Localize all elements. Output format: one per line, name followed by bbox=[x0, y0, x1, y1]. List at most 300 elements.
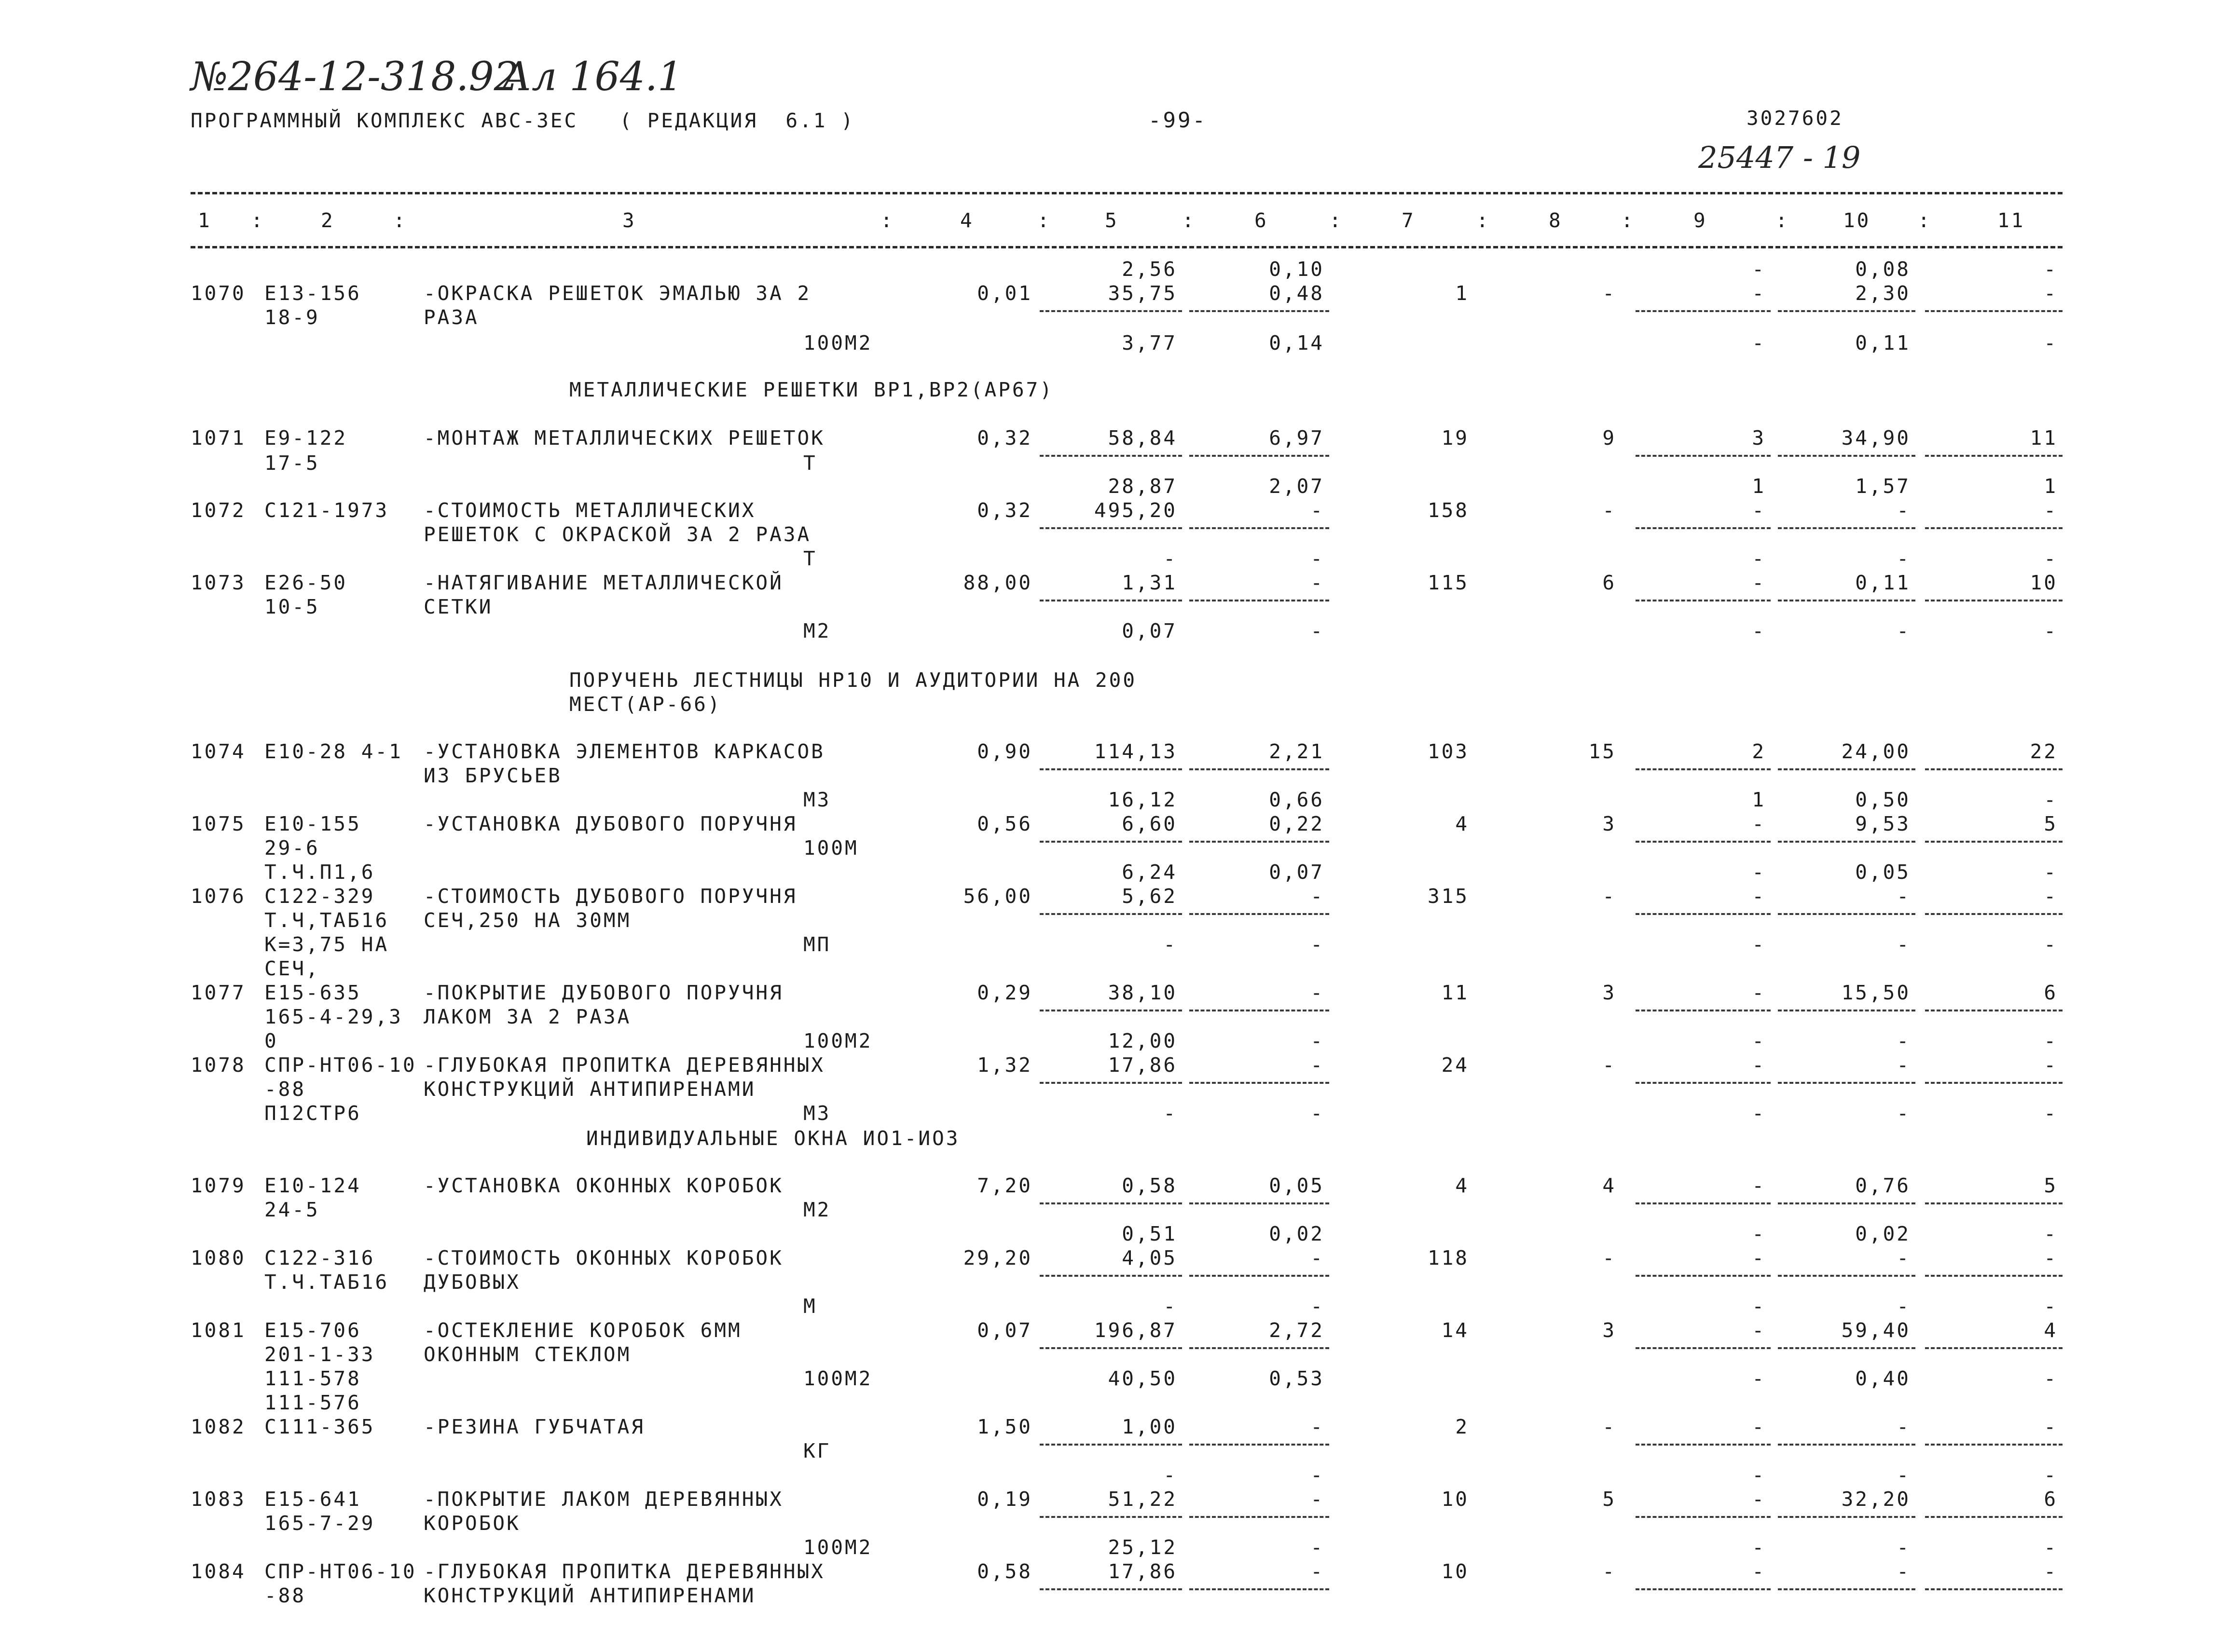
cell-c5: 35,75 bbox=[1108, 282, 1177, 305]
cell-unit: Т bbox=[803, 547, 817, 570]
cell-c4: 56,00 bbox=[963, 885, 1032, 908]
cell-c9: 1 bbox=[1752, 788, 1766, 811]
handwritten-album-ref: Ал 164.1 bbox=[502, 54, 683, 100]
cell-unit: КГ bbox=[803, 1439, 831, 1462]
cell-c10: 0,40 bbox=[1855, 1367, 1911, 1390]
cell-c7: 24 bbox=[1441, 1053, 1469, 1077]
cell-c3: -РЕЗИНА ГУБЧАТАЯ bbox=[424, 1415, 645, 1438]
cell-c9: 3 bbox=[1752, 426, 1766, 450]
cell-c8: - bbox=[1602, 499, 1616, 522]
cell-c9: - bbox=[1752, 1053, 1766, 1077]
value-divider bbox=[1778, 455, 1915, 457]
cell-c10: - bbox=[1897, 933, 1911, 956]
cell-c9: - bbox=[1752, 1367, 1766, 1390]
cell-c1: 1081 bbox=[191, 1319, 246, 1342]
cell-c8: 9 bbox=[1602, 426, 1616, 450]
cell-c6: - bbox=[1310, 499, 1324, 522]
column-separator: : bbox=[393, 209, 407, 232]
value-divider bbox=[1189, 455, 1329, 457]
cell-c6: - bbox=[1310, 1488, 1324, 1511]
cell-c6: - bbox=[1310, 1053, 1324, 1077]
cell-c10: 32,20 bbox=[1841, 1488, 1911, 1511]
section-heading-grilles: МЕТАЛЛИЧЕСКИЕ РЕШЕТКИ ВР1,ВР2(АР67) bbox=[569, 378, 1054, 401]
document-number: 3027602 bbox=[1747, 107, 1843, 130]
cell-c3: -УСТАНОВКА ОКОННЫХ КОРОБОК bbox=[424, 1174, 784, 1197]
cell-c6: - bbox=[1310, 981, 1324, 1004]
cell-c9: - bbox=[1752, 1536, 1766, 1559]
cell-c2: -88 bbox=[264, 1078, 306, 1101]
cell-c5: 58,84 bbox=[1108, 426, 1177, 450]
handwritten-page-ref: 25447 - 19 bbox=[1698, 140, 1861, 175]
header-rule bbox=[191, 246, 2063, 248]
cell-c9: - bbox=[1752, 1415, 1766, 1438]
value-divider bbox=[1925, 455, 2063, 457]
cell-c9: - bbox=[1752, 1560, 1766, 1583]
cell-c1: 1070 bbox=[191, 282, 246, 305]
value-divider bbox=[1040, 1347, 1182, 1349]
cell-c2: 201-1-33 bbox=[264, 1343, 375, 1366]
cell-c4: 0,19 bbox=[977, 1488, 1032, 1511]
cell-c5: 1,00 bbox=[1122, 1415, 1177, 1438]
cell-unit: МП bbox=[803, 933, 831, 956]
value-divider bbox=[1925, 1516, 2063, 1518]
cell-unit: М3 bbox=[803, 1102, 831, 1125]
value-divider bbox=[1925, 1082, 2063, 1084]
cell-c9: - bbox=[1752, 812, 1766, 835]
cell-c10: - bbox=[1897, 885, 1911, 908]
cell-c8: 6 bbox=[1602, 571, 1616, 594]
cell-c2: 0 bbox=[264, 1029, 278, 1052]
cell-c8: 5 bbox=[1602, 1488, 1616, 1511]
cell-c10: - bbox=[1897, 547, 1911, 570]
value-divider bbox=[1925, 310, 2063, 312]
section-heading-handrail-2: МЕСТ(АР-66) bbox=[569, 693, 722, 716]
value-divider bbox=[1189, 1202, 1329, 1204]
cell-c4: 29,20 bbox=[963, 1246, 1032, 1270]
cell-c5: 0,07 bbox=[1122, 619, 1177, 642]
cell-c1: 1083 bbox=[191, 1488, 246, 1511]
column-header-5: 5 bbox=[1105, 209, 1119, 232]
cell-c1: 1072 bbox=[191, 499, 246, 522]
value-divider bbox=[1925, 527, 2063, 529]
cell-c2: С111-365 bbox=[264, 1415, 375, 1438]
cell-c10: 2,30 bbox=[1855, 282, 1911, 305]
cell-c3: КОНСТРУКЦИЙ АНТИПИРЕНАМИ bbox=[424, 1584, 756, 1607]
value-divider bbox=[1925, 600, 2063, 601]
cell-c2: С122-329 bbox=[264, 885, 375, 908]
column-header-1: 1 bbox=[198, 209, 212, 232]
cell-c2: Е10-28 4-1 bbox=[264, 740, 403, 763]
cell-c8: - bbox=[1602, 885, 1616, 908]
column-separator: : bbox=[1329, 209, 1343, 232]
cell-c3: -ГЛУБОКАЯ ПРОПИТКА ДЕРЕВЯННЫХ bbox=[424, 1560, 825, 1583]
cell-c10: 0,76 bbox=[1855, 1174, 1911, 1197]
cell-c11: - bbox=[2044, 619, 2058, 642]
cell-c11: - bbox=[2044, 282, 2058, 305]
cell-c8: 3 bbox=[1602, 812, 1616, 835]
cell-c5: 51,22 bbox=[1108, 1488, 1177, 1511]
cell-c5: 6,60 bbox=[1122, 812, 1177, 835]
cell-c7: 158 bbox=[1427, 499, 1469, 522]
cell-c8: 15 bbox=[1588, 740, 1616, 763]
cell-c10: - bbox=[1897, 1560, 1911, 1583]
cell-c11: - bbox=[2044, 1367, 2058, 1390]
cell-c1: 1074 bbox=[191, 740, 246, 763]
cell-c11: - bbox=[2044, 933, 2058, 956]
cell-c9: 2 bbox=[1752, 740, 1766, 763]
value-divider bbox=[1778, 913, 1915, 915]
cell-c10: - bbox=[1897, 619, 1911, 642]
cell-c10: 1,57 bbox=[1855, 475, 1911, 498]
cell-c4: 1,32 bbox=[977, 1053, 1032, 1077]
cell-c11: 22 bbox=[2030, 740, 2058, 763]
value-divider bbox=[1040, 1444, 1182, 1446]
cell-c6: 0,10 bbox=[1269, 258, 1324, 281]
cell-c5: 4,05 bbox=[1122, 1246, 1177, 1270]
cell-c1: 1084 bbox=[191, 1560, 246, 1583]
cell-c4: 0,56 bbox=[977, 812, 1032, 835]
cell-c11: - bbox=[2044, 331, 2058, 355]
cell-c3: -ГЛУБОКАЯ ПРОПИТКА ДЕРЕВЯННЫХ bbox=[424, 1053, 825, 1077]
cell-c10: - bbox=[1897, 1536, 1911, 1559]
cell-c11: 11 bbox=[2030, 426, 2058, 450]
cell-c6: 0,02 bbox=[1269, 1222, 1324, 1245]
cell-c9: - bbox=[1752, 1295, 1766, 1318]
cell-c11: - bbox=[2044, 1102, 2058, 1125]
cell-c7: 14 bbox=[1441, 1319, 1469, 1342]
cell-c10: 0,05 bbox=[1855, 860, 1911, 884]
value-divider bbox=[1040, 913, 1182, 915]
cell-c7: 315 bbox=[1427, 885, 1469, 908]
cell-c2: 111-578 bbox=[264, 1367, 361, 1390]
column-separator: : bbox=[1476, 209, 1490, 232]
cell-c2: Е9-122 bbox=[264, 426, 348, 450]
column-separator: : bbox=[1182, 209, 1196, 232]
column-separator: : bbox=[1918, 209, 1932, 232]
cell-c3: РАЗА bbox=[424, 306, 479, 329]
cell-c3: -УСТАНОВКА ДУБОВОГО ПОРУЧНЯ bbox=[424, 812, 798, 835]
cell-c7: 4 bbox=[1455, 1174, 1469, 1197]
cell-c6: - bbox=[1310, 571, 1324, 594]
cell-c5: - bbox=[1163, 1463, 1177, 1487]
cell-c4: 1,50 bbox=[977, 1415, 1032, 1438]
cell-c7: 4 bbox=[1455, 812, 1469, 835]
value-divider bbox=[1636, 1202, 1771, 1204]
cell-c9: - bbox=[1752, 1246, 1766, 1270]
cell-c2: Т.Ч,ТАБ16 bbox=[264, 909, 389, 932]
cell-c5: 495,20 bbox=[1094, 499, 1177, 522]
cell-c3: -УСТАНОВКА ЭЛЕМЕНТОВ КАРКАСОВ bbox=[424, 740, 825, 763]
cell-c6: - bbox=[1310, 1029, 1324, 1052]
cell-c10: - bbox=[1897, 1463, 1911, 1487]
cell-c10: 0,08 bbox=[1855, 258, 1911, 281]
column-separator: : bbox=[1621, 209, 1635, 232]
cell-unit: Т bbox=[803, 451, 817, 475]
value-divider bbox=[1040, 768, 1182, 770]
cell-c9: - bbox=[1752, 282, 1766, 305]
cell-c7: 115 bbox=[1427, 571, 1469, 594]
cell-c6: - bbox=[1310, 1102, 1324, 1125]
cell-c10: - bbox=[1897, 1102, 1911, 1125]
column-header-8: 8 bbox=[1549, 209, 1563, 232]
cell-c1: 1073 bbox=[191, 571, 246, 594]
cell-c6: 2,07 bbox=[1269, 475, 1324, 498]
cell-c9: - bbox=[1752, 860, 1766, 884]
column-header-10: 10 bbox=[1843, 209, 1871, 232]
cell-c11: 5 bbox=[2044, 812, 2058, 835]
cell-c2: Е15-635 bbox=[264, 981, 361, 1004]
cell-c2: Е26-50 bbox=[264, 571, 348, 594]
cell-c6: - bbox=[1310, 933, 1324, 956]
value-divider bbox=[1189, 1347, 1329, 1349]
column-header-11: 11 bbox=[1997, 209, 2025, 232]
cell-c2: Е13-156 bbox=[264, 282, 361, 305]
cell-c11: - bbox=[2044, 1560, 2058, 1583]
value-divider bbox=[1040, 1275, 1182, 1277]
cell-c6: - bbox=[1310, 885, 1324, 908]
cell-c10: 9,53 bbox=[1855, 812, 1911, 835]
value-divider bbox=[1778, 1347, 1915, 1349]
cell-c8: 4 bbox=[1602, 1174, 1616, 1197]
cell-c3: -ОКРАСКА РЕШЕТОК ЭМАЛЬЮ ЗА 2 bbox=[424, 282, 811, 305]
column-header-3: 3 bbox=[622, 209, 636, 232]
cell-c2: СПР-НТ06-10 bbox=[264, 1053, 417, 1077]
value-divider bbox=[1778, 1444, 1915, 1446]
cell-c6: 2,21 bbox=[1269, 740, 1324, 763]
section-heading-windows: ИНДИВИДУАЛЬНЫЕ ОКНА ИО1-ИО3 bbox=[586, 1127, 960, 1150]
column-header-6: 6 bbox=[1254, 209, 1268, 232]
cell-c2: 111-576 bbox=[264, 1391, 361, 1414]
cell-c6: - bbox=[1310, 1463, 1324, 1487]
cell-c3: РЕШЕТОК С ОКРАСКОЙ ЗА 2 РАЗА bbox=[424, 523, 811, 546]
cell-c10: - bbox=[1897, 499, 1911, 522]
value-divider bbox=[1189, 310, 1329, 312]
value-divider bbox=[1925, 913, 2063, 915]
program-title: ПРОГРАММНЫЙ КОМПЛЕКС АВС-ЗЕС ( РЕДАКЦИЯ 6.1 ) bbox=[191, 109, 855, 132]
cell-c7: 103 bbox=[1427, 740, 1469, 763]
value-divider bbox=[1040, 600, 1182, 601]
cell-c6: 0,14 bbox=[1269, 331, 1324, 355]
cell-unit: М2 bbox=[803, 1198, 831, 1221]
cell-c2: Е15-641 bbox=[264, 1488, 361, 1511]
cell-c3: -СТОИМОСТЬ МЕТАЛЛИЧЕСКИХ bbox=[424, 499, 756, 522]
value-divider bbox=[1189, 841, 1329, 843]
cell-c3: -СТОИМОСТЬ ДУБОВОГО ПОРУЧНЯ bbox=[424, 885, 798, 908]
value-divider bbox=[1778, 1082, 1915, 1084]
value-divider bbox=[1040, 455, 1182, 457]
cell-c4: 7,20 bbox=[977, 1174, 1032, 1197]
cell-c4: 0,01 bbox=[977, 282, 1032, 305]
cell-c7: 10 bbox=[1441, 1488, 1469, 1511]
cell-c3: -ПОКРЫТИЕ ДУБОВОГО ПОРУЧНЯ bbox=[424, 981, 784, 1004]
cell-c1: 1082 bbox=[191, 1415, 246, 1438]
page-number: -99- bbox=[1148, 108, 1207, 133]
cell-unit: М3 bbox=[803, 788, 831, 811]
column-separator: : bbox=[880, 209, 894, 232]
cell-c6: - bbox=[1310, 1295, 1324, 1318]
value-divider bbox=[1778, 1588, 1915, 1590]
cell-c10: - bbox=[1897, 1295, 1911, 1318]
cell-c5: 2,56 bbox=[1122, 258, 1177, 281]
cell-c6: 0,05 bbox=[1269, 1174, 1324, 1197]
value-divider bbox=[1040, 1202, 1182, 1204]
cell-c10: 0,11 bbox=[1855, 331, 1911, 355]
cell-c9: - bbox=[1752, 1222, 1766, 1245]
value-divider bbox=[1040, 841, 1182, 843]
cell-c2: -88 bbox=[264, 1584, 306, 1607]
cell-c5: 12,00 bbox=[1108, 1029, 1177, 1052]
cell-c4: 88,00 bbox=[963, 571, 1032, 594]
cell-c9: - bbox=[1752, 258, 1766, 281]
cell-c11: 10 bbox=[2030, 571, 2058, 594]
cell-c8: 3 bbox=[1602, 981, 1616, 1004]
cell-c8: - bbox=[1602, 282, 1616, 305]
cell-c9: - bbox=[1752, 1319, 1766, 1342]
cell-c3: СЕТКИ bbox=[424, 595, 493, 618]
cell-unit: М2 bbox=[803, 619, 831, 642]
top-rule bbox=[191, 192, 2063, 194]
cell-c9: - bbox=[1752, 1463, 1766, 1487]
column-separator: : bbox=[1037, 209, 1051, 232]
cell-c11: - bbox=[2044, 1536, 2058, 1559]
cell-c7: 19 bbox=[1441, 426, 1469, 450]
cell-c1: 1080 bbox=[191, 1246, 246, 1270]
column-header-9: 9 bbox=[1693, 209, 1707, 232]
cell-c11: - bbox=[2044, 258, 2058, 281]
handwritten-doc-number: №264-12-318.92 bbox=[191, 54, 519, 100]
cell-c3: КОРОБОК bbox=[424, 1512, 521, 1535]
cell-c5: 0,58 bbox=[1122, 1174, 1177, 1197]
value-divider bbox=[1189, 1516, 1329, 1518]
column-header-4: 4 bbox=[960, 209, 974, 232]
cell-unit: 100М2 bbox=[803, 331, 873, 355]
cell-c6: 0,07 bbox=[1269, 860, 1324, 884]
cell-c2: П12СТР6 bbox=[264, 1102, 361, 1125]
cell-c11: 4 bbox=[2044, 1319, 2058, 1342]
value-divider bbox=[1636, 1444, 1771, 1446]
cell-c3: -СТОИМОСТЬ ОКОННЫХ КОРОБОК bbox=[424, 1246, 784, 1270]
cell-c5: - bbox=[1163, 1102, 1177, 1125]
value-divider bbox=[1636, 1010, 1771, 1011]
cell-c5: 1,31 bbox=[1122, 571, 1177, 594]
cell-c5: - bbox=[1163, 933, 1177, 956]
cell-c2: СЕЧ, bbox=[264, 957, 320, 980]
cell-c2: С122-316 bbox=[264, 1246, 375, 1270]
value-divider bbox=[1778, 1010, 1915, 1011]
value-divider bbox=[1636, 1082, 1771, 1084]
cell-c6: 0,48 bbox=[1269, 282, 1324, 305]
cell-c3: КОНСТРУКЦИЙ АНТИПИРЕНАМИ bbox=[424, 1078, 756, 1101]
cell-c5: 38,10 bbox=[1108, 981, 1177, 1004]
cell-c1: 1079 bbox=[191, 1174, 246, 1197]
cell-c9: - bbox=[1752, 1102, 1766, 1125]
cell-c11: - bbox=[2044, 499, 2058, 522]
cell-c2: Т.Ч.ТАБ16 bbox=[264, 1270, 389, 1294]
cell-c6: - bbox=[1310, 1415, 1324, 1438]
value-divider bbox=[1636, 913, 1771, 915]
value-divider bbox=[1778, 768, 1915, 770]
cell-c11: - bbox=[2044, 1029, 2058, 1052]
cell-c2: Е10-124 bbox=[264, 1174, 361, 1197]
cell-c5: 28,87 bbox=[1108, 475, 1177, 498]
cell-c3: ДУБОВЫХ bbox=[424, 1270, 521, 1294]
cell-c2: 165-7-29 bbox=[264, 1512, 375, 1535]
value-divider bbox=[1636, 1275, 1771, 1277]
cell-c6: - bbox=[1310, 547, 1324, 570]
cell-c5: 114,13 bbox=[1094, 740, 1177, 763]
cell-c5: 17,86 bbox=[1108, 1560, 1177, 1583]
cell-c1: 1076 bbox=[191, 885, 246, 908]
cell-c6: - bbox=[1310, 619, 1324, 642]
cell-c9: - bbox=[1752, 619, 1766, 642]
cell-c9: - bbox=[1752, 1174, 1766, 1197]
cell-c9: - bbox=[1752, 1488, 1766, 1511]
cell-c4: 0,07 bbox=[977, 1319, 1032, 1342]
cell-c6: 6,97 bbox=[1269, 426, 1324, 450]
cell-c7: 2 bbox=[1455, 1415, 1469, 1438]
cell-c6: - bbox=[1310, 1536, 1324, 1559]
cell-c2: 24-5 bbox=[264, 1198, 320, 1221]
cell-c1: 1075 bbox=[191, 812, 246, 835]
value-divider bbox=[1040, 1010, 1182, 1011]
column-header-2: 2 bbox=[321, 209, 335, 232]
value-divider bbox=[1636, 310, 1771, 312]
cell-c3: -НАТЯГИВАНИЕ МЕТАЛЛИЧЕСКОЙ bbox=[424, 571, 784, 594]
cell-c10: - bbox=[1897, 1053, 1911, 1077]
cell-c2: К=3,75 НА bbox=[264, 933, 389, 956]
cell-c10: 59,40 bbox=[1841, 1319, 1911, 1342]
cell-c10: - bbox=[1897, 1029, 1911, 1052]
cell-c5: 25,12 bbox=[1108, 1536, 1177, 1559]
value-divider bbox=[1925, 841, 2063, 843]
cell-c5: 16,12 bbox=[1108, 788, 1177, 811]
cell-c2: Е10-155 bbox=[264, 812, 361, 835]
cell-c6: 0,53 bbox=[1269, 1367, 1324, 1390]
cell-c6: - bbox=[1310, 1246, 1324, 1270]
value-divider bbox=[1778, 600, 1915, 601]
cell-c2: Е15-706 bbox=[264, 1319, 361, 1342]
cell-c11: - bbox=[2044, 788, 2058, 811]
cell-c1: 1077 bbox=[191, 981, 246, 1004]
cell-c10: 24,00 bbox=[1841, 740, 1911, 763]
value-divider bbox=[1778, 310, 1915, 312]
cell-c3: ЛАКОМ ЗА 2 РАЗА bbox=[424, 1005, 632, 1028]
column-header-7: 7 bbox=[1402, 209, 1416, 232]
value-divider bbox=[1189, 1588, 1329, 1590]
cell-c11: 1 bbox=[2044, 475, 2058, 498]
cell-c6: 2,72 bbox=[1269, 1319, 1324, 1342]
section-heading-handrail: ПОРУЧЕНЬ ЛЕСТНИЦЫ НР10 И АУДИТОРИИ НА 200 bbox=[569, 669, 1137, 692]
cell-unit: 100М2 bbox=[803, 1536, 873, 1559]
cell-c9: - bbox=[1752, 571, 1766, 594]
cell-c2: 18-9 bbox=[264, 306, 320, 329]
cell-c8: - bbox=[1602, 1415, 1616, 1438]
value-divider bbox=[1636, 1347, 1771, 1349]
cell-c2: Т.Ч.П1,6 bbox=[264, 860, 375, 884]
cell-c9: 1 bbox=[1752, 475, 1766, 498]
cell-c2: СПР-НТ06-10 bbox=[264, 1560, 417, 1583]
cell-c11: - bbox=[2044, 1053, 2058, 1077]
cell-c2: 165-4-29,3 bbox=[264, 1005, 403, 1028]
value-divider bbox=[1636, 600, 1771, 601]
value-divider bbox=[1925, 768, 2063, 770]
value-divider bbox=[1636, 1588, 1771, 1590]
value-divider bbox=[1040, 1588, 1182, 1590]
cell-c5: 3,77 bbox=[1122, 331, 1177, 355]
cell-c6: - bbox=[1310, 1560, 1324, 1583]
value-divider bbox=[1778, 1275, 1915, 1277]
cell-c4: 0,32 bbox=[977, 426, 1032, 450]
